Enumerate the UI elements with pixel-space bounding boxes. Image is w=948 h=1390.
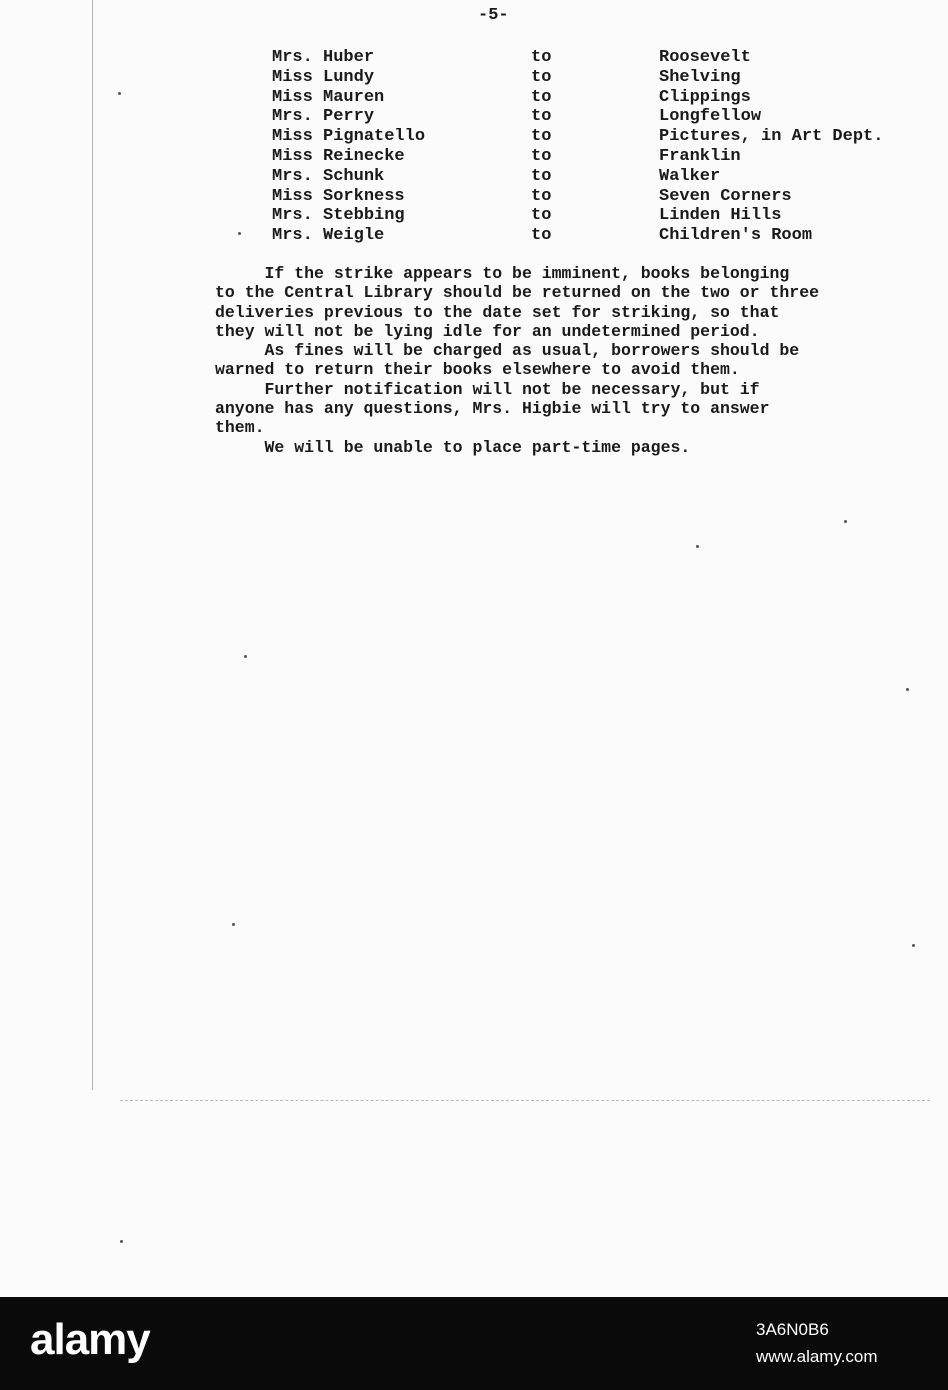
- assignment-row: [272, 206, 948, 226]
- assignment-name: Mrs. Stebbing: [272, 206, 405, 226]
- assignment-to: to: [531, 206, 552, 226]
- dashed-rule: [120, 1100, 930, 1101]
- assignment-to: to: [531, 166, 552, 186]
- watermark-logo: alamy: [30, 1315, 150, 1364]
- scan-speck: [906, 688, 909, 691]
- assignment-to: to: [531, 48, 552, 67]
- body-paragraphs: [215, 264, 935, 457]
- body-line: anyone has any questions, Mrs. Higbie will try to answer: [215, 399, 770, 419]
- body-line: As fines will be charged as usual, borrowers should be: [215, 341, 800, 361]
- assignment-name: Mrs. Perry: [272, 107, 375, 127]
- assignment-to: to: [531, 67, 552, 87]
- scan-speck: [232, 923, 235, 926]
- assignment-destination: Roosevelt: [659, 48, 751, 67]
- assignment-destination: Children's Room: [659, 226, 813, 246]
- assignment-to: to: [531, 146, 552, 166]
- body-line: deliveries previous to the date set for striking, so that: [215, 302, 780, 322]
- scan-speck: [912, 944, 915, 947]
- assignment-list: [272, 48, 948, 246]
- scan-speck: [118, 92, 121, 95]
- body-line: We will be unable to place part-time pages.: [215, 437, 691, 457]
- assignment-row: [272, 147, 948, 167]
- assignment-to: to: [531, 186, 552, 206]
- assignment-row: [272, 107, 948, 127]
- scan-speck: [238, 232, 241, 235]
- assignment-destination: Seven Corners: [659, 186, 792, 206]
- assignment-name: Miss Reinecke: [272, 146, 405, 166]
- assignment-name: Mrs. Schunk: [272, 166, 385, 186]
- assignment-row: [272, 187, 948, 207]
- body-line: If the strike appears to be imminent, books belonging: [215, 264, 790, 283]
- scan-speck: [244, 655, 247, 658]
- scan-speck: [844, 520, 847, 523]
- body-line: Further notification will not be necessary, but if: [215, 379, 760, 399]
- assignment-name: Mrs. Weigle: [272, 226, 385, 246]
- body-line: they will not be lying idle for an undetermined period.: [215, 321, 760, 341]
- assignment-destination: Clippings: [659, 87, 751, 107]
- assignment-name: Mrs. Huber: [272, 48, 375, 67]
- assignment-name: Miss Sorkness: [272, 186, 405, 206]
- assignment-row: [272, 48, 948, 68]
- body-line: them.: [215, 418, 265, 438]
- body-line: warned to return their books elsewhere to avoid them.: [215, 360, 740, 380]
- assignment-row: [272, 226, 948, 246]
- assignment-destination: Walker: [659, 166, 721, 186]
- assignment-to: to: [531, 87, 552, 107]
- assignment-destination: Linden Hills: [659, 206, 782, 226]
- assignment-row: [272, 68, 948, 88]
- assignment-destination: Franklin: [659, 146, 741, 166]
- assignment-destination: Shelving: [659, 67, 741, 87]
- assignment-name: Miss Lundy: [272, 67, 375, 87]
- scan-speck: [696, 545, 699, 548]
- image-id: 3A6N0B6: [756, 1320, 829, 1339]
- assignment-row: [272, 88, 948, 108]
- assignment-name: Miss Mauren: [272, 87, 385, 107]
- scan-speck: [120, 1240, 123, 1243]
- assignment-destination: Pictures, in Art Dept.: [659, 127, 884, 147]
- assignment-to: to: [531, 127, 552, 147]
- assignment-destination: Longfellow: [659, 107, 762, 127]
- assignment-row: [272, 167, 948, 187]
- watermark-url: www.alamy.com: [756, 1347, 878, 1366]
- page-number: -5-: [478, 6, 509, 25]
- assignment-row: [272, 127, 948, 147]
- margin-line: [92, 0, 93, 1090]
- assignment-to: to: [531, 226, 552, 246]
- assignment-name: Miss Pignatello: [272, 127, 426, 147]
- body-line: to the Central Library should be returned on the two or three: [215, 283, 819, 303]
- assignment-to: to: [531, 107, 552, 127]
